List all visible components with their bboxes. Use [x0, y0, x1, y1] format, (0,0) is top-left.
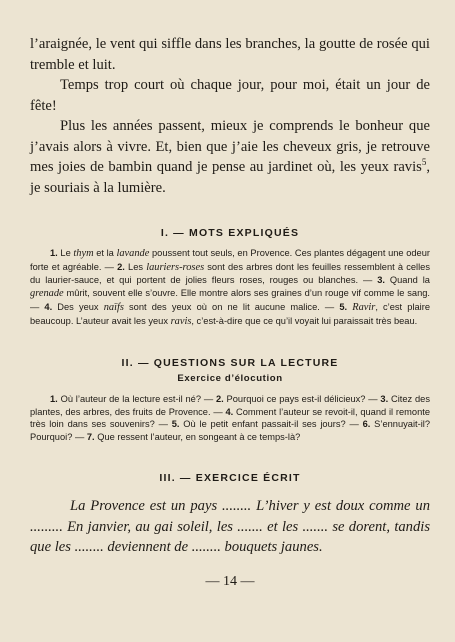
question-text: Où l’auteur de la lecture est-il né? — [57, 394, 216, 404]
question-number: 7. [86, 432, 95, 443]
vocab-word: thym [73, 248, 94, 259]
item-number: 3. [377, 275, 385, 286]
vocab-word: naïfs [103, 301, 124, 313]
written-exercise [30, 496, 430, 558]
item-number: 1. [50, 248, 58, 258]
section-2-heading: II. — QUESTIONS SUR LA LECTURE [121, 357, 339, 369]
question-number: 5. [171, 419, 180, 430]
item-text: , c’est plaire beaucoup. L’auteur avait les yeux [30, 301, 430, 326]
question-number: 4. [225, 406, 234, 417]
item-text: Le [57, 248, 74, 258]
item-number: 4. [44, 301, 53, 312]
vocab-word: Ravir [352, 301, 376, 313]
vocabulary-block [30, 247, 430, 328]
vocab-word: lavande [116, 248, 150, 259]
question-text: Que ressent l’auteur, en songeant à ce temps-là? [94, 432, 301, 443]
item-text: mûrit, souvent elle s’ouvre. Elle montre alors ses graines d’un rouge vif comme le sang. — [30, 288, 430, 312]
vocab-word: ravis [170, 315, 192, 327]
question-number: 2. [215, 394, 224, 404]
paragraph-1: l’araignée, le vent qui siffle dans les branches, la goutte de rosée qui tremble et luit. [30, 36, 430, 73]
section-2-subheading: Exercice d’élocution [177, 373, 283, 384]
vocab-word: grenade [30, 288, 64, 300]
reading-questions [30, 393, 430, 444]
item-text: Des yeux [52, 301, 104, 312]
footnote-marker: 5 [421, 157, 427, 168]
item-text: et la [93, 248, 117, 258]
item-text: Quand la [384, 275, 430, 286]
item-number: 5. [339, 301, 348, 312]
paragraph-3-end: , je souriais à la lumière. [30, 159, 430, 196]
paragraph-3-text: Plus les années passent, mieux je comprends le bonheur que j’avais alors à vivre. Et, bien que j’aie les cheveux gris, je retrouve mes joies de bambin quand je pense au jardinet où, les yeux ravis [30, 118, 430, 175]
question-text: Où le petit enfant passait-il ses jours? — [179, 419, 363, 430]
item-text: poussent tout seuls, en Provence. Ces plantes dégagent une odeur forte et agréable. — [30, 248, 430, 272]
page-number: — 14 — [205, 574, 255, 589]
vocabulary-explanations [30, 247, 430, 328]
exercise-text: La Provence est un pays ........ L’hiver y est doux comme un ......... En janvier, au gai soleil, les ....... et les ....... se dorent, tandis que les ........ deviennent de ........ bouquets jaunes. [30, 498, 430, 555]
item-text: sont des yeux où on ne lit aucune malice. — [123, 301, 340, 312]
question-number: 3. [380, 394, 389, 404]
reading-text [30, 34, 430, 198]
question-number: 1. [50, 394, 58, 404]
item-text: sont des arbres dont les feuilles ressemblent à celles du laurier-sauce, et qui portent de jolies fleurs roses, rouges ou blanches. — [30, 261, 431, 286]
paragraph-2: Temps trop court où chaque jour, pour moi, était un jour de fête! [30, 77, 430, 114]
question-text: Comment l’auteur se revoit-il, quand il remonte très loin dans ses souvenirs? — [30, 406, 430, 430]
question-text: Citez des plantes, des arbres, des fruits de Provence. — [30, 394, 430, 417]
question-text: Pourquoi ce pays est-il délicieux? — [223, 394, 381, 404]
question-number: 6. [362, 419, 371, 430]
section-1-heading: I. — MOTS EXPLIQUÉS [160, 227, 300, 239]
questions-block [30, 393, 430, 444]
paragraph-3 [30, 116, 430, 198]
item-number: 2. [117, 261, 125, 272]
vocab-word: lauriers-roses [146, 261, 205, 273]
section-3-heading: III. — EXERCICE ÉCRIT [159, 472, 301, 484]
item-text: Les [124, 261, 147, 272]
item-text: , c’est-à-dire que ce qu’il voyait lui paraissait très beau. [191, 315, 418, 326]
question-text: S’ennuyait-il? Pourquoi? — [30, 419, 430, 443]
